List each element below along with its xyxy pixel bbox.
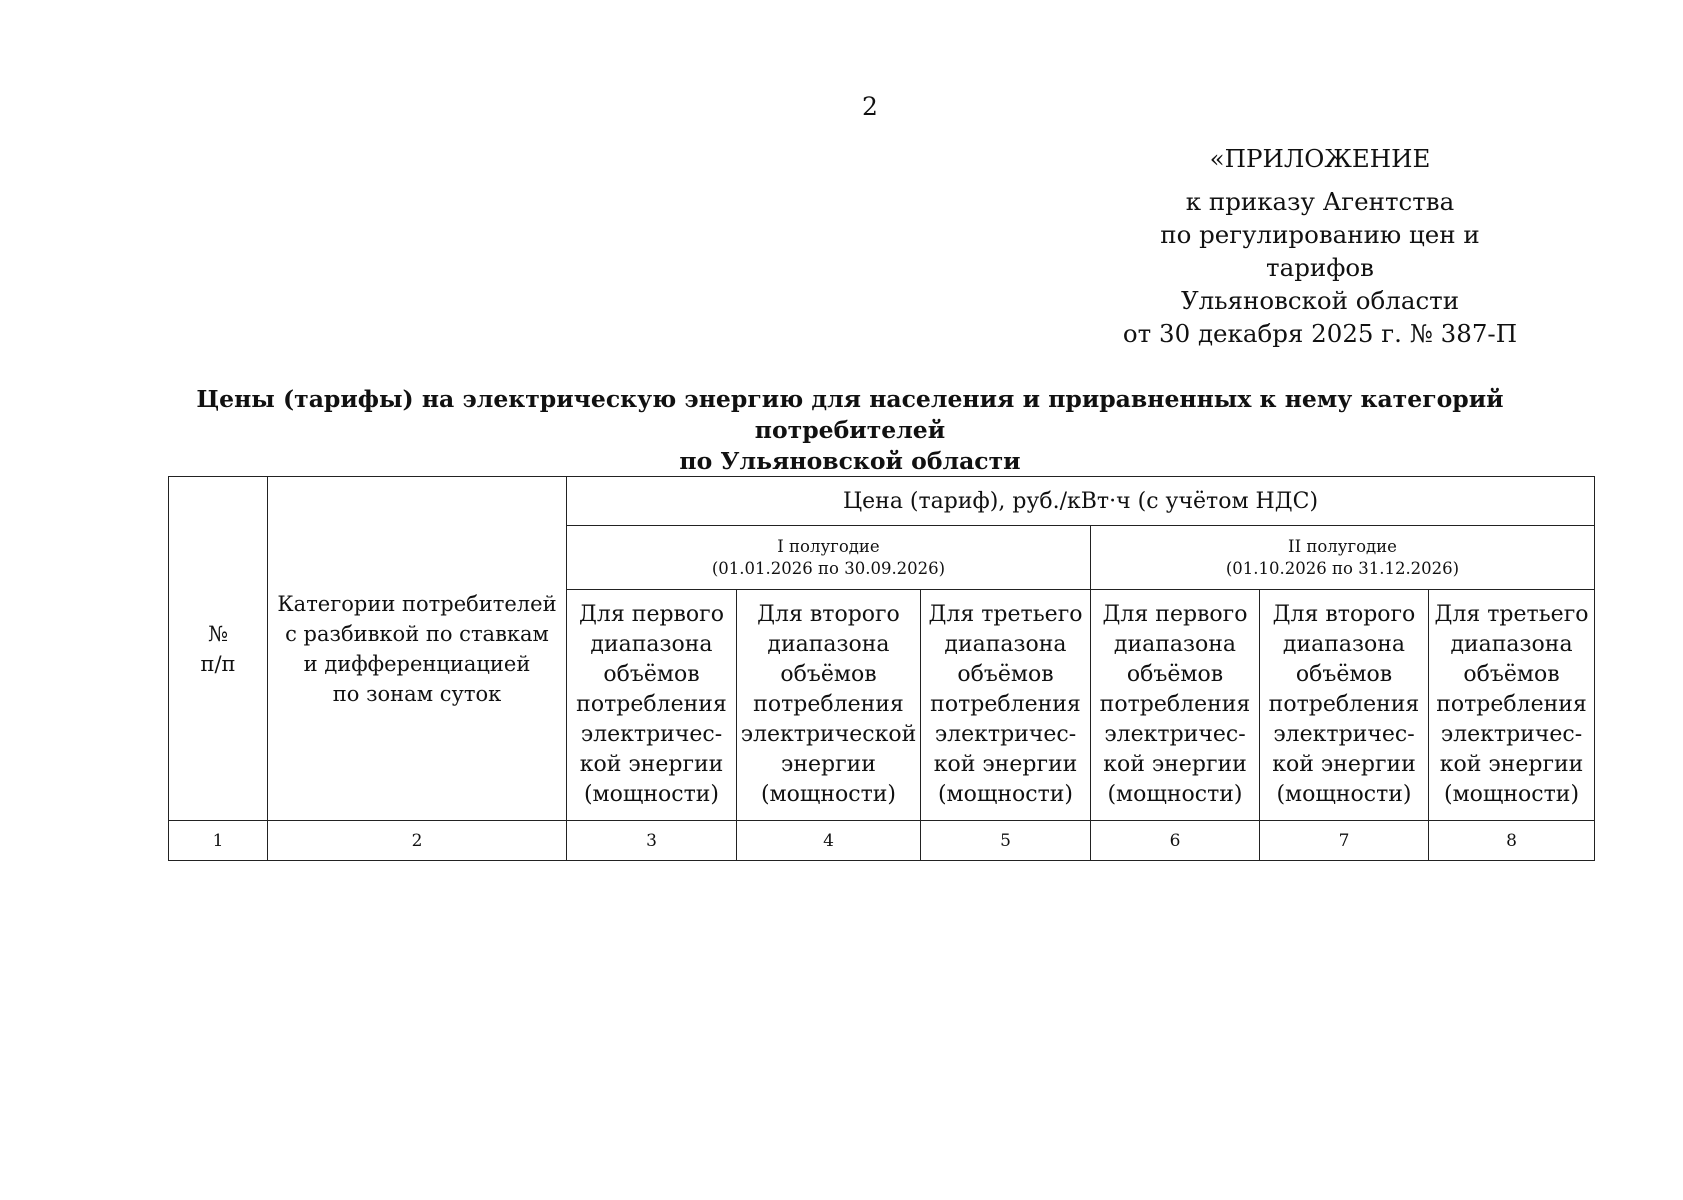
column-number-cell: 7 <box>1260 821 1429 861</box>
column-number-cell: 2 <box>268 821 567 861</box>
column-number-cell: 6 <box>1091 821 1260 861</box>
page-number: 2 <box>862 92 878 121</box>
document-title-line: Цены (тарифы) на электрическую энергию для населения и приравненных к нему категорий потребителей <box>196 385 1504 444</box>
header-cell-half-1: I полугодие (01.01.2026 по 30.09.2026) <box>567 526 1091 590</box>
header-cell-range: Для третьего диапазона объёмов потребления электричес- кой энергии (мощности) <box>921 590 1091 821</box>
appendix-line: по регулированию цен и тарифов <box>1160 220 1480 282</box>
header-cell-range: Для третьего диапазона объёмов потребления электричес- кой энергии (мощности) <box>1429 590 1595 821</box>
appendix-line: от 30 декабря 2025 г. № 387-П <box>1122 319 1518 348</box>
appendix-title: «ПРИЛОЖЕНИЕ <box>1209 144 1431 173</box>
appendix-line: Ульяновской области <box>1180 286 1460 315</box>
header-cell-range: Для второго диапазона объёмов потребления электричес- кой энергии (мощности) <box>1260 590 1429 821</box>
header-cell-price: Цена (тариф), руб./кВт·ч (с учётом НДС) <box>567 477 1595 526</box>
header-cell-category: Категории потребителей с разбивкой по ставкам и дифференциацией по зонам суток <box>268 477 567 821</box>
appendix-line: к приказу Агентства <box>1185 187 1455 216</box>
column-number-cell: 4 <box>737 821 921 861</box>
document-title-line: по Ульяновской области <box>679 447 1021 475</box>
column-number-row <box>169 821 1595 861</box>
header-cell-number: № п/п <box>169 477 268 821</box>
tariff-table <box>168 476 1595 861</box>
header-cell-range: Для первого диапазона объёмов потребления электричес- кой энергии (мощности) <box>1091 590 1260 821</box>
document-title <box>150 384 1550 477</box>
column-number-cell: 3 <box>567 821 737 861</box>
header-cell-range: Для первого диапазона объёмов потребления электричес- кой энергии (мощности) <box>567 590 737 821</box>
column-number-cell: 8 <box>1429 821 1595 861</box>
header-cell-range: Для второго диапазона объёмов потребления электрической энергии (мощности) <box>737 590 921 821</box>
column-number-cell: 5 <box>921 821 1091 861</box>
header-cell-half-2: II полугодие (01.10.2026 по 31.12.2026) <box>1091 526 1595 590</box>
appendix-header <box>1110 142 1530 350</box>
column-number-cell: 1 <box>169 821 268 861</box>
